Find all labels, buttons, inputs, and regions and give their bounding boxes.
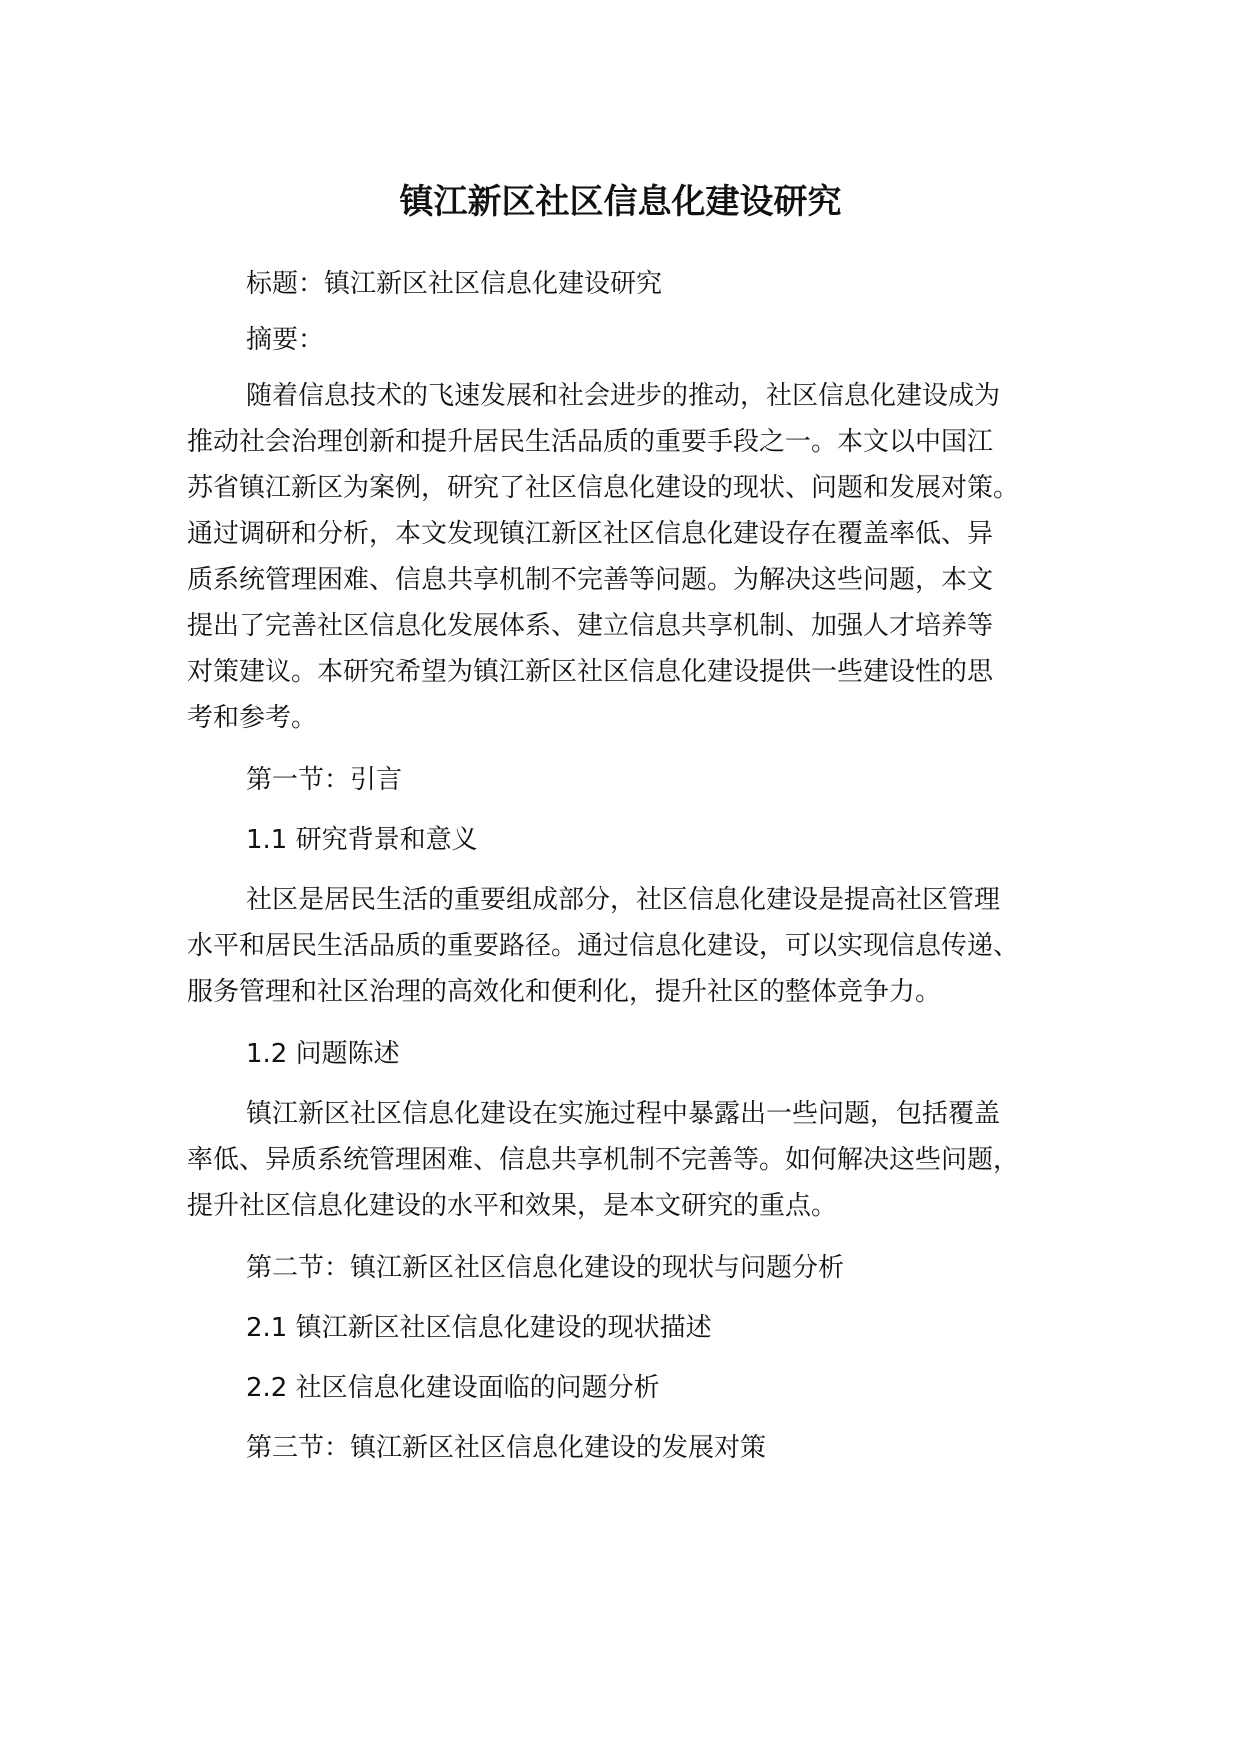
abstract-line: 推动社会治理创新和提升居民生活品质的重要手段之一。本文以中国江	[187, 427, 994, 457]
subsection-heading: 1.1 研究背景和意义	[246, 825, 478, 855]
paragraph-line: 提升社区信息化建设的水平和效果，是本文研究的重点。	[187, 1191, 838, 1221]
paragraph-line: 镇江新区社区信息化建设在实施过程中暴露出一些问题，包括覆盖	[246, 1099, 1001, 1129]
section-heading: 第三节：镇江新区社区信息化建设的发展对策	[246, 1433, 767, 1463]
paragraph-line: 率低、异质系统管理困难、信息共享机制不完善等。如何解决这些问题，	[187, 1145, 1020, 1175]
title-label-line: 标题：镇江新区社区信息化建设研究	[246, 269, 663, 299]
abstract-line: 提出了完善社区信息化发展体系、建立信息共享机制、加强人才培养等	[187, 611, 994, 641]
abstract-line: 考和参考。	[187, 703, 318, 733]
abstract-label: 摘要：	[246, 325, 325, 355]
section-heading: 第一节：引言	[246, 765, 403, 795]
paragraph-line: 社区是居民生活的重要组成部分，社区信息化建设是提高社区管理	[246, 885, 1001, 915]
abstract-line: 质系统管理困难、信息共享机制不完善等问题。为解决这些问题，本文	[187, 565, 994, 595]
subsection-heading: 1.2 问题陈述	[246, 1039, 400, 1069]
abstract-line: 苏省镇江新区为案例，研究了社区信息化建设的现状、问题和发展对策。	[187, 473, 1020, 503]
paragraph-line: 水平和居民生活品质的重要路径。通过信息化建设，可以实现信息传递、	[187, 931, 1020, 961]
abstract-line: 对策建议。本研究希望为镇江新区社区信息化建设提供一些建设性的思	[187, 657, 994, 687]
subsection-heading: 2.1 镇江新区社区信息化建设的现状描述	[246, 1313, 712, 1343]
section-heading: 第二节：镇江新区社区信息化建设的现状与问题分析	[246, 1253, 845, 1283]
subsection-heading: 2.2 社区信息化建设面临的问题分析	[246, 1373, 660, 1403]
abstract-line: 随着信息技术的飞速发展和社会进步的推动，社区信息化建设成为	[246, 381, 1001, 411]
document-title: 镇江新区社区信息化建设研究	[399, 182, 842, 222]
paragraph-line: 服务管理和社区治理的高效化和便利化，提升社区的整体竞争力。	[187, 977, 942, 1007]
abstract-line: 通过调研和分析，本文发现镇江新区社区信息化建设存在覆盖率低、异	[187, 519, 994, 549]
